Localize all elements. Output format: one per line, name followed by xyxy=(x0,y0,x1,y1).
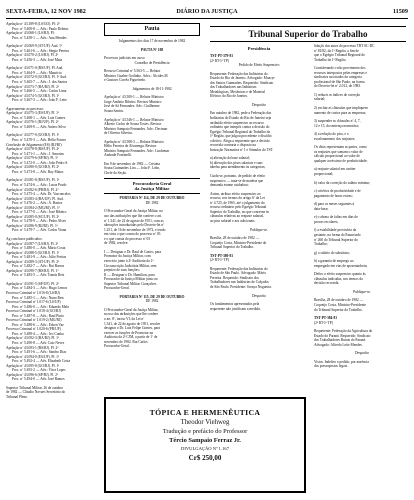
text-line: Proc. nº 5.464-9 — Adv.: Maurício xyxy=(12,70,62,75)
text-line: Proc. nº 5.476-2 — Adv.: A. Bastos xyxy=(12,201,63,206)
text-line: Coqueijo Costa, Ministro-Presidente xyxy=(314,302,366,307)
text-line: Despacho xyxy=(251,293,266,298)
text-line: Proc. nº 5.469-0 — Adv. Antero Silva xyxy=(12,124,66,129)
text-line: Apelação nº 43.068-1 (LS/RJ). Pl: xyxy=(6,31,55,36)
text-line: Jorge Antônio Ribeiro. Revisor Ministro xyxy=(104,99,162,104)
text-line: Proc. nº 5.493-2 — Adv.: Vitor Lopes xyxy=(12,368,66,373)
text-line: Sousa Guimarães Lira — João F. Lobo, xyxy=(104,166,161,171)
text-line: Estado do Paraná. Requerido: Sindicato xyxy=(314,333,371,338)
text-line: Apelação nº 43.088-5 (GO/RJ). Pl. 1ª xyxy=(6,250,60,255)
text-line: nº 1.341, de 22 de agosto de 1951, com as xyxy=(104,218,164,223)
text-line: Proc. nº 5.468-1 — Adv. Luiz Gomes xyxy=(12,115,66,120)
text-line: Proc. nº 5.467-3 — Adv.: João F. Leite xyxy=(12,98,67,103)
text-line: Proc. nº 5.494-0 — Adv. José Ramos xyxy=(12,377,65,382)
text-line: Estado de São Paulo. Advogado: Mário xyxy=(210,271,266,276)
text-line: Apelação nº 43.500-1 — Relator Ministro xyxy=(104,95,164,100)
text-line: Conclusão de Julgamento (ES) (RJ/RJ) xyxy=(6,142,62,147)
text-line: Proc. nº 5.490-8 — Adv. Caio Neves xyxy=(12,341,65,345)
text-line: Processo Criminal nº 1.018-4 (GO/RJ) xyxy=(6,309,61,314)
text-line: exercer as funções de Promotor na xyxy=(104,330,153,335)
text-line: PORTARIA Nº 115, DE 29 DE OUTUBRO xyxy=(119,294,185,299)
text-line: Apelação nº 43.086-9 (RJ/RJ). Pl. 1ª xyxy=(6,223,58,228)
text-line: TST-PT-379-81 xyxy=(210,54,234,58)
text-line: recurso, nos termos do artigo 6º da Lei xyxy=(210,196,265,201)
text-line: Em 9 de novembro de 1982 — Cristina xyxy=(104,161,160,166)
text-line: d) para os meses seguintes à xyxy=(314,202,355,207)
text-line: José de Sá Fernandes. Adv.: Guilherme xyxy=(104,104,160,109)
text-line: Proc. nº 5.491-6 — Adv.: Sandro Dias xyxy=(12,350,67,355)
text-line: Publique-se. xyxy=(353,289,371,294)
text-line: e) o abono de faltas em dias de xyxy=(314,215,358,220)
text-line: Coqueijo Costa, Ministro-Presidente do xyxy=(210,240,267,245)
page-header xyxy=(6,6,408,19)
text-line: Tribunal Pleno. xyxy=(6,395,28,400)
text-line: Vistos. Indefiro o pedido, por ausência xyxy=(314,359,369,364)
text-line: requerente não justificam a medida. xyxy=(210,306,261,311)
text-line: aumento de custos para as empresas; xyxy=(314,110,367,115)
text-line: Advogado: Alfredo Leite Mendes. xyxy=(314,342,363,347)
book-advertisement xyxy=(104,397,306,493)
text-line: Apelação nº 43.095-8 (GO/RJ). Pl. 1ª xyxy=(6,363,60,368)
procuradoria-section-title xyxy=(104,178,200,195)
text-line: PAUTA Nº 108 xyxy=(140,47,164,52)
text-line: Cuida-se, portanto, de pedido de efeito xyxy=(210,174,266,179)
text-line: Superior Tribunal Militar, 26 de outubro xyxy=(6,385,64,390)
text-line: Alberto Carlos de Souza Tostes. Revisor xyxy=(104,122,162,127)
text-line: prejuízo de suas funções; xyxy=(104,268,140,273)
text-line: Apelação nº 43.089-3 (AT-UF). Pl. 2ª xyxy=(6,259,59,264)
text-line: Assim, atribuo efeito suspensivo ao xyxy=(210,191,261,196)
text-line: atribuído efeito suspensivo ao recurso xyxy=(210,120,264,125)
text-line: Circunscrição Judiciária Militar, sem xyxy=(104,263,157,268)
text-line: Julgamentos dos dias 17 de novembro de 1982 xyxy=(118,39,186,43)
ad-price: Cr$ 250,00 xyxy=(188,454,222,462)
text-line: Apelação nº 43.078-8 (RS/UF). Pl. 2ª xyxy=(6,147,60,152)
text-line: Apelação nº 43.082-6 (PR/RJ). Pl. 2ª xyxy=(6,187,59,192)
text-line: Proc. nº 5.471-1 — Adv.: J. Amorim xyxy=(12,151,64,156)
text-line: 1.251, de 16 de novembro de 1972, e tendo xyxy=(104,227,166,232)
text-line: O Procurador-Geral da Justiça Militar, xyxy=(104,307,159,312)
text-line: Apelação nº 43.071-0 (RS/UF). Pl. Aud. xyxy=(6,66,64,71)
text-line: os reajustes que somam o valor de xyxy=(314,149,363,154)
text-line: demanda exame cuidadoso. xyxy=(210,183,250,188)
text-line: b) alteração dos pisos salariais e suas xyxy=(210,160,263,165)
text-line: Proc. nº 5.481-9 — Adv.: Júlio Freitas xyxy=(12,255,67,260)
text-line: Proc. nº 5.492-4 — Adv. Elizabeth Costa xyxy=(12,359,71,364)
text-line: a) alteração da base salarial; xyxy=(210,156,250,161)
text-line: c) critérios de produtividade e de xyxy=(314,189,361,194)
text-line: do Tribunal Superior do Trabalho. xyxy=(314,307,363,312)
column-2 xyxy=(104,22,200,394)
text-line: Proc. nº 5.461-6 — Adv.: Sérgio Pereira xyxy=(12,48,69,53)
text-line: decisão recorrida. xyxy=(314,281,340,286)
text-line: Apelação nº 43.081-8 (RS/UF). Pl. 1ª xyxy=(6,178,60,183)
text-line: Apelação nº 43.080-0 (GO/RJ). Pl. 2ª xyxy=(6,165,60,170)
text-line: Tribunal Superior do Trabalho. xyxy=(210,245,254,250)
text-line: Apelação nº 43.079-6 (SP/RJ). Pl. 1ª xyxy=(6,156,58,161)
text-line: Proc. nº 5.480-0 — Adv. Mário Costa xyxy=(12,246,66,251)
text-line: Ag conclusos publicados: xyxy=(6,236,43,241)
text-line: PORTARIA Nº 114, DE 29 DE OUTUBRO xyxy=(119,196,185,201)
text-line: uso das atribuições que lhe confere o art. xyxy=(104,214,162,219)
text-line: Proc. nº 5.466-5 — Adv.: Carlos Lima xyxy=(12,89,67,94)
text-line: Julgamentos de 18-11-1982 xyxy=(132,86,172,91)
text-line: ordinário que interpôs contra a decisão do xyxy=(210,125,270,130)
text-line: Apelação nº 43.092-3 (BA/RJ). Pl. 1ª xyxy=(6,336,59,341)
text-line: a) reajuste salarial em caráter xyxy=(314,167,356,172)
text-line: 2) excluir as cláusulas que impliquem xyxy=(314,106,368,111)
text-line: Proc. nº 5.489-4 — Adv.: Ivo Cunha xyxy=(12,331,64,336)
text-line: Proc. nº 5.456-3 — Adv. José Maia xyxy=(12,57,63,62)
text-line: sindicatos suscitados da categoria xyxy=(314,75,362,80)
ad-author: Theodor Viehweg xyxy=(180,419,230,426)
text-line: Apelação nº 43.085-0 (SC/UF). Pl. 2ª xyxy=(6,214,60,219)
text-line: f) a estabilidade provisória da xyxy=(314,228,357,233)
procuradoria-text xyxy=(104,196,200,348)
text-line: Os fundamentos apresentados pela xyxy=(210,302,260,307)
column-1-stm-listings xyxy=(6,22,98,494)
tst-text xyxy=(210,54,308,311)
text-line: Proc. nº 5.479-7 — Adv. Carlos Viana xyxy=(12,228,67,233)
text-line: empregado em vias de aposentadoria; xyxy=(314,263,368,268)
text-line: tabelas para atendimento às categorias; xyxy=(210,165,266,170)
text-line: Apelação nº 43.076-1 (RJ/UF). Pl. 2ª xyxy=(6,120,59,125)
column-3-tst xyxy=(210,44,308,394)
text-line: Apelação nº 43.072-9 (GO/RJ). Pl. 1ª Aud. xyxy=(6,75,67,80)
text-line: Apelação nº 43.588-3 — Relator Ministro xyxy=(104,139,164,144)
text-line: Auditoria da 2ª CJM, a partir de 1º de xyxy=(104,335,158,340)
text-line: novembro de 1982. Rui Carlos xyxy=(104,339,148,344)
text-line: Apelação nº 43.070-2 (LS/RJ). Pl. 2ª xyxy=(6,53,59,58)
text-line: I — Designar o Dr. Raul de Castro, para xyxy=(104,249,162,254)
text-line: Apelação nº 43.073-7 (BA/RJ). Pl. 2ª xyxy=(6,84,59,89)
text-line: Recurso Criminal nº 5.563-5 — Relator xyxy=(104,69,161,74)
text-line: Proc. nº 5.465-7 — Adv.: J. dos Santos xyxy=(12,80,68,85)
text-line: Apelação nº 43.090-7 (RS/RJ). Pl. 1ª xyxy=(6,268,59,273)
text-line: Apelação nº 43.075-3 (ES/UF). Pl. 1ª xyxy=(6,111,59,116)
text-line: DE 1982 xyxy=(145,200,159,205)
text-line: Trabalho da 1ª Região. xyxy=(314,57,347,62)
text-line: provas escolares; xyxy=(314,219,339,224)
text-line: Apelação nº 43.074-5 (GO/RJ). Pl. 1ª xyxy=(6,93,60,98)
text-line: Estado do Rio de Janeiro. Advogado: Moacyr xyxy=(210,76,275,81)
text-line: (2ª RT-1ª TP) xyxy=(210,258,229,263)
text-line: Processos judiciais em curso xyxy=(104,56,145,61)
text-line: Proc. nº 5.488-6 — Adv.: Edson Vaz xyxy=(12,322,64,327)
text-line: nº 81/82, da 1ª Região, a fim de xyxy=(314,48,359,53)
text-line: profissional de São Paulo, na forma xyxy=(314,79,365,84)
text-line: Proc. nº 5.474-6 — Adv.: Lucas Prado xyxy=(12,182,67,187)
text-line: gestante, na forma do Enunciado xyxy=(314,232,361,237)
presidencia-heading: Presidência xyxy=(247,46,271,51)
text-line: TST-PT-384-81 xyxy=(314,316,338,321)
text-line: de 1982 — Cláudio Novaes Secretário do xyxy=(6,390,66,395)
text-line: Brasília, 28 de outubro de 1982 — xyxy=(210,236,260,241)
text-line: Apelação nº 43.083-4 (BA/UF). Pl. Aud. xyxy=(6,196,64,201)
text-line: Requerente: Federação das Indústrias do xyxy=(210,266,268,271)
tst-section-title: Tribunal Superior do Trabalho xyxy=(210,26,406,42)
text-line: Conselho de Presidência xyxy=(134,60,170,65)
text-line: no uso das atribuições que lhe confere xyxy=(104,312,159,317)
text-line: coletivo. Alega a requerente que a decisão xyxy=(210,138,270,143)
text-line: Hélio Ferreira de Alvarenga. Revisor xyxy=(104,144,157,149)
text-line: Agravamento ao processo: xyxy=(6,106,44,111)
text-line: pagamento de horas extras; xyxy=(314,193,353,198)
procuradoria-title-line-2: da Justiça Militar xyxy=(134,185,170,191)
text-line: Proc. nº 5.477-0 — Adv.: José Ribeiro xyxy=(12,210,67,215)
text-line: Apelação nº 43.077-0 (GO/RJ). Pl. 1ª xyxy=(6,133,60,138)
text-line: Apelação nº 43.546-1 — Relator Ministro xyxy=(104,117,164,122)
text-line: em vista o que consta do processo nº 03 xyxy=(104,232,161,237)
text-line: TST-PT-380-81 xyxy=(210,253,234,258)
text-line: Requerente: Federação da Agricultura do xyxy=(314,329,373,334)
text-line: proporcional; xyxy=(314,172,334,177)
text-line: Proc. nº 5.487-8 — Adv.: Raul Pinto xyxy=(12,313,64,318)
text-line: recorrida contraria o disposto na xyxy=(210,143,256,148)
text-line: Ministro Sampaio Fernandes. Adv.: Decimar xyxy=(104,126,168,131)
text-line: Processo Criminal nº 1.020-6 (PR/UF) xyxy=(6,327,61,332)
text-line: alterações introduzidas pelo Decreto-lei nº xyxy=(104,223,165,228)
text-line: Apelação nº 43.087-7 (LS/RJ). Pl. 2ª xyxy=(6,241,59,246)
text-line: Indústrias do Estado do Rio de Janeiro seja xyxy=(210,116,272,121)
text-line: Proc. nº 5.483-5 — Adv. Tomás Reis xyxy=(12,273,65,278)
text-line: Defiro o efeito suspensivo quanto às xyxy=(314,272,366,277)
text-line: Ministro Gualter Godinho. Advs.: Alcides M. xyxy=(104,73,169,78)
text-line: Superior do Trabalho, no que concerne às xyxy=(210,209,269,214)
text-line: de São Paulo. Presidente: Soraya Nogueira. xyxy=(210,284,272,289)
text-line: 12 e 15, da sentença normativa; xyxy=(314,123,359,128)
text-line: Elétrico do Rio de Janeiro. xyxy=(210,94,248,99)
pauta-section-title: Pauta xyxy=(104,23,200,36)
text-line: que o Egrégio Tribunal Regional do xyxy=(314,53,365,58)
text-line: de Oliveira Silveira. xyxy=(104,131,133,136)
text-line: Egrégio Tribunal Regional do Trabalho da xyxy=(210,129,270,134)
text-line: h) a garantia de emprego ao xyxy=(314,259,354,264)
text-line: nº 4.725, de 1965, até o julgamento do xyxy=(210,200,265,205)
text-line: dos Santos Guimarães. Requerido: Sindicato xyxy=(210,80,274,85)
text-line: cálculo proporcional ao valor de xyxy=(314,154,360,159)
ad-title: TÓPICA E HERMENÊUTICA xyxy=(149,408,261,417)
text-line: do Decreto-lei nº 2.012, de 1983. xyxy=(314,84,361,89)
header-publication-title: DIÁRIO DA JUSTIÇA xyxy=(176,8,238,15)
text-line: Chefe da Seção. xyxy=(104,171,127,176)
text-line: Pedido de Efeito Suspensivo xyxy=(238,63,280,68)
procuradoria-title-line-1: Procuradoria Geral xyxy=(132,180,172,186)
text-line: Os ditos representam as partes, como xyxy=(314,145,367,150)
pauta-text xyxy=(104,39,200,176)
text-line: cláusulas relativas ao reajuste salarial, xyxy=(210,214,264,219)
text-line: (2ª RT-1ª TP) xyxy=(210,58,229,63)
text-line: 4) a redução do piso, e o xyxy=(314,132,349,137)
text-line: Ministro Sampaio Fernandes. Adv.: Lindomar xyxy=(104,148,170,153)
text-line: Proc. nº 5.472-0 — Adv.: João Pedro S. xyxy=(12,160,69,165)
header-date: SEXTA-FEIRA, 12 NOV 1982 xyxy=(6,8,86,15)
text-line: Apelação nº 43.096-6 (SP/RJ). Pl. 2ª xyxy=(6,372,58,377)
text-line: Proc. nº 5.470-3 — Adv. Hélio Fontes xyxy=(12,138,66,143)
text-line: nº 260 do Tribunal Superior do xyxy=(314,237,358,242)
text-line: Apelação nº 43.069-9 (AT-UF). Aud. 1ª xyxy=(6,44,62,49)
text-line: Proc. nº 5.485-1 — Adv.: Nuno Reis xyxy=(12,295,64,300)
text-line: qualquer acréscimo de produtividade; xyxy=(314,158,368,163)
text-line: Superior Tribunal Militar. Gonçalves xyxy=(104,281,157,286)
text-line: Em outubro de 1982, pede a Federação das xyxy=(210,111,272,116)
text-line: Processo Criminal nº 1.019-2 (MG/RJ) xyxy=(6,318,62,323)
text-line: b) valor da correção do salário mínimo; xyxy=(314,180,371,185)
text-line: Processo Criminal nº 1.016-8 (LS/RJ) xyxy=(6,290,60,295)
text-line: Ferreira. Requerido: Sindicato dos xyxy=(210,275,259,280)
text-line: Procurador-Geral. xyxy=(104,286,130,291)
text-line: Proc. nº 5.478-9 — Adv.: Pedro Alves xyxy=(12,219,66,224)
text-line: g) o salário do substituto; xyxy=(314,250,350,255)
text-line: escalonamento dos reajustes; xyxy=(314,136,356,141)
text-line: Trabalho; xyxy=(314,242,328,247)
text-line: DE 1982 xyxy=(145,299,159,304)
text-line: o art. 8º, inciso VI, da Lei nº xyxy=(104,316,145,321)
text-line: Andrade Fontinelli. xyxy=(104,153,132,158)
text-line: Proc. nº 5.473-8 — Adv. Ruy Matos xyxy=(12,169,64,174)
text-line: II — Designar o Dr. Hamilton, para xyxy=(104,272,155,277)
text-line: Requerente: Federação das Indústrias do xyxy=(210,71,268,76)
text-line: lidaçõs dos autos do processo TRT SC-DC xyxy=(314,44,375,48)
text-line: 1.341, de 22 de agosto de 1951, resolve xyxy=(104,321,161,326)
text-line: 3) suspender as cláusulas nº 4, 7, xyxy=(314,119,361,124)
text-line: Souza Santos. xyxy=(104,109,124,114)
text-line: recursos interpostos pelas empresas e xyxy=(314,70,367,75)
text-line: 1ª Região, que julgou procedente o dissídio xyxy=(210,134,272,139)
text-line: Proc. nº 5.475-4 — Adv. Dr. Vasconcelos xyxy=(12,192,71,197)
column-4-tst-continued xyxy=(314,44,410,494)
text-line: suspensivo — trata-se de matéria que xyxy=(210,178,264,183)
text-line: Apelação nº 43.189-8 (LS/GO). Pl: 2ª xyxy=(6,22,60,26)
text-line: designar o Dr. Luiz Felipe Gomes, para xyxy=(104,326,160,331)
text-line: Trabalhadores nas Indústrias de Calçados xyxy=(210,280,269,285)
text-line: Brasília, 28 de outubro de 1982 — xyxy=(314,298,364,303)
text-line: salarial; xyxy=(314,97,326,102)
text-line: cláusulas indicadas, nos termos da xyxy=(314,276,363,281)
text-line: Despacho xyxy=(251,102,266,107)
text-line: Apelação nº 43.093-1 (RS/RJ). Pl. 2ª xyxy=(6,345,59,350)
ad-translator: Tércio Sampaio Ferraz Jr. xyxy=(169,437,241,444)
text-line: Instrução Normativa nº 1 e Súmulas do TST. xyxy=(210,147,274,152)
text-line: Proc. nº 5.486-0 — Adv.: Eduardo Melo xyxy=(12,304,70,309)
text-line: Proc. nº 5.400-8 — Adv.: Paulo Debeus xyxy=(12,26,69,31)
text-line: Procurador-Geral. xyxy=(104,344,130,349)
text-line: 1) reduzir os índices de correção xyxy=(314,92,361,97)
text-line: e o que consta do processo nº 03 xyxy=(104,236,151,241)
text-line: Apelação nº 43.091-5 (SP/UF). Pl. 2ª xyxy=(6,281,59,286)
header-page-number: 11509 xyxy=(392,8,408,15)
text-line: Procurador da Justiça Militar junto ao xyxy=(104,277,158,282)
text-line: Processo Criminal nº 1.017-6 (LS/UF) xyxy=(6,300,61,305)
text-line: Metalúrgicas, Mecânicas e de Material xyxy=(210,89,265,94)
ad-translation-note: Tradução e prefácio do Professor xyxy=(162,428,248,435)
text-line: Despacho xyxy=(354,351,369,356)
text-line: de 1982, resolve: xyxy=(104,241,129,246)
text-line: Proc. nº 5.458-1 — Adv.: Ana Mendes xyxy=(12,35,67,40)
text-line: dos Trabalhadores nas Indústrias xyxy=(210,85,257,90)
text-line: Promotor da Justiça Militar, com xyxy=(104,254,151,259)
text-line: O Procurador-Geral da Justiça Militar, no xyxy=(104,209,163,214)
text-line: data-base; xyxy=(314,206,329,211)
text-line: dos pressupostos legais. xyxy=(314,364,348,369)
text-line: Proc. nº 5.484-3 — Adv.: Hugo Lemos xyxy=(12,286,68,291)
text-line: Apelação nº 43.094-0 (ES/UF). Pl. 1ª xyxy=(6,354,59,359)
text-line: Apelação nº 43.084-2 (MG/RJ). Pl. 1ª xyxy=(6,205,60,210)
text-line: e Gustavo Corrêa Figueiredo. xyxy=(104,78,146,83)
text-line: dos Trabalhadores Rurais do Paraná. xyxy=(314,338,366,343)
ad-divulgacao: DIVULGAÇÃO Nº 1.167 xyxy=(181,446,229,451)
text-line: Considerando o não provimento dos xyxy=(314,66,366,71)
text-line: recurso ordinário pelo Egrégio Tribunal xyxy=(210,205,267,210)
text-line: (2ª RT-1ª TP) xyxy=(314,320,333,325)
text-line: Proc. nº 5.482-7 — Adv.: Rui Barros xyxy=(12,264,65,269)
text-line: Publique-se. xyxy=(250,227,268,232)
text-line: exercício junto à 2ª Auditoria da 1ª xyxy=(104,258,154,263)
text-line: ao piso salarial e aos adicionais. xyxy=(210,218,256,223)
